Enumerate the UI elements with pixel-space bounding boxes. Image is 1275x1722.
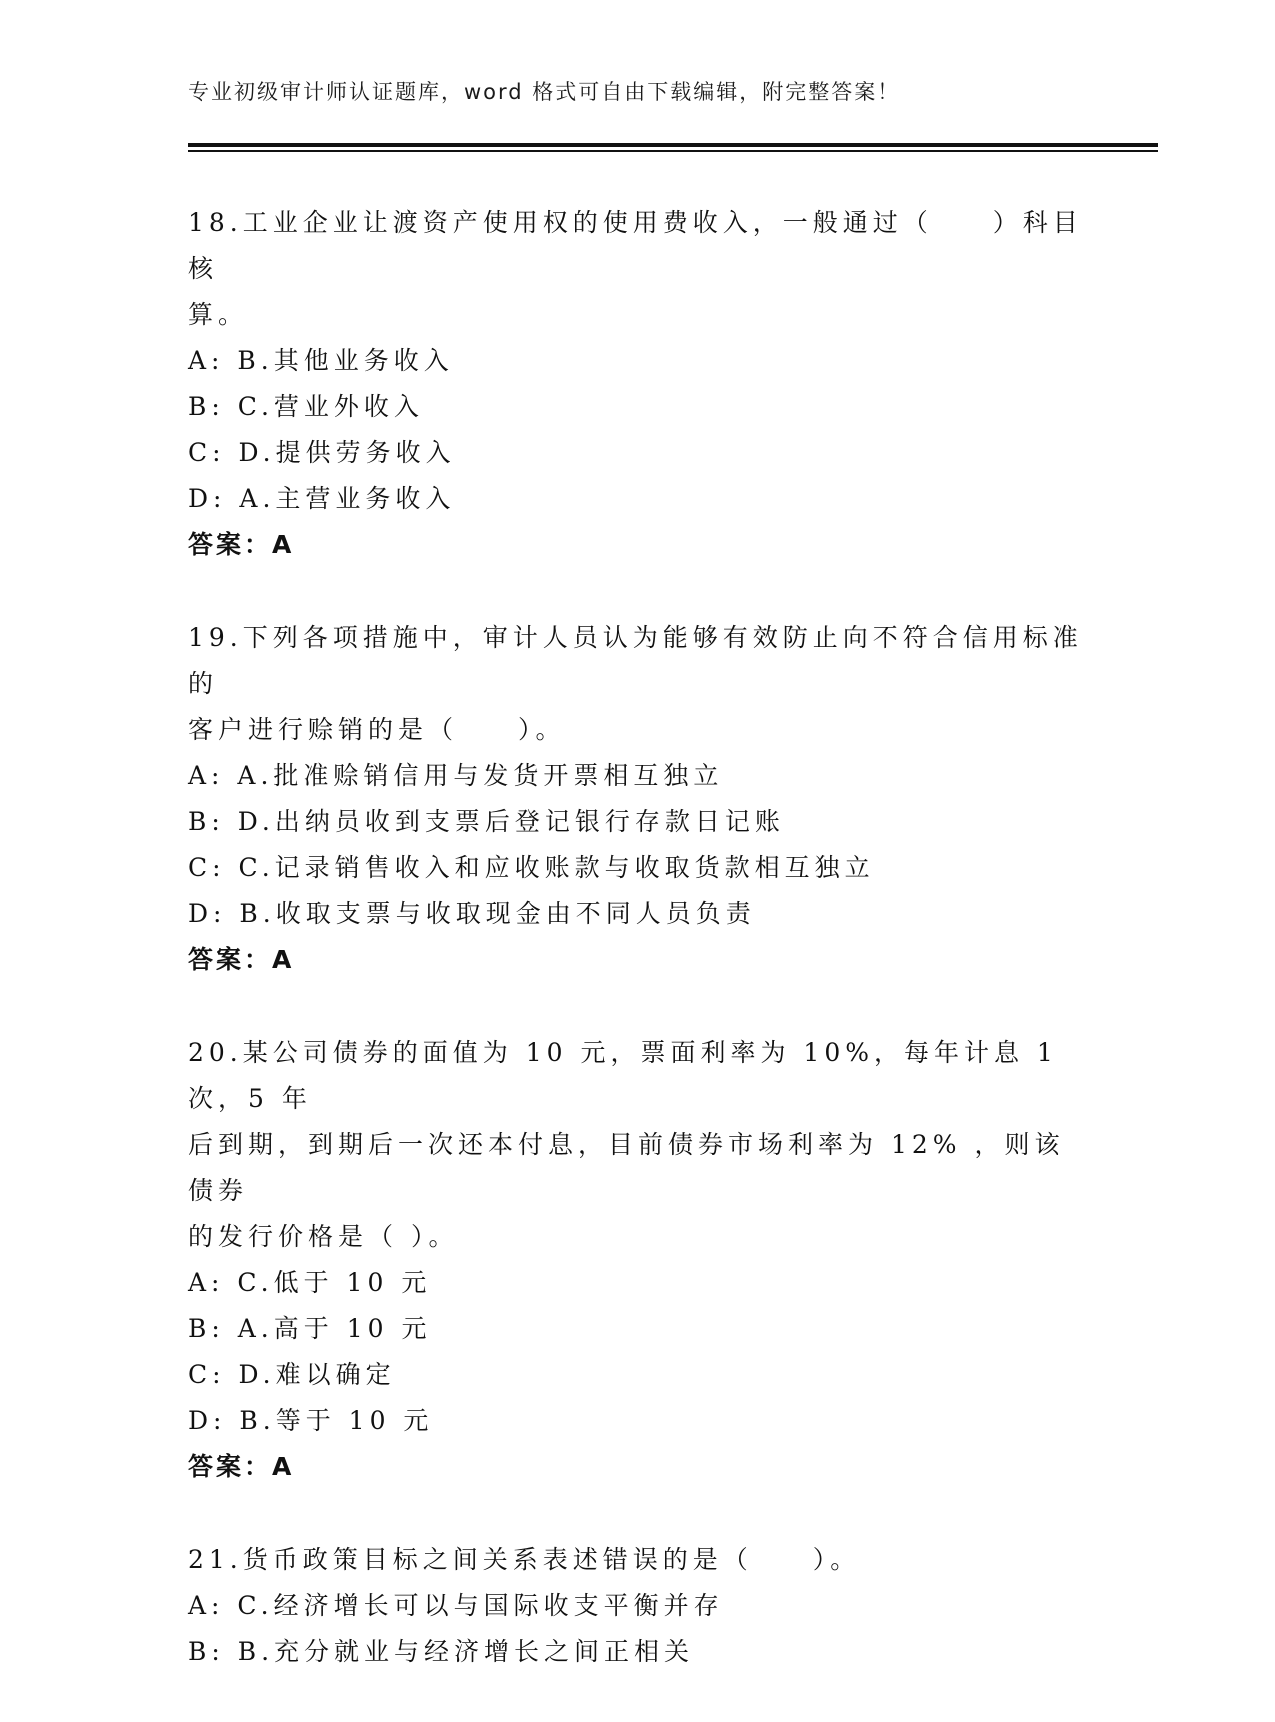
option-c: C: D.提供劳务收入 bbox=[188, 438, 456, 467]
option-a: A: C.经济增长可以与国际收支平衡并存 bbox=[188, 1591, 724, 1620]
header-rule-thin bbox=[188, 150, 1158, 152]
option-a: A: B.其他业务收入 bbox=[188, 346, 454, 375]
option-b: B: D.出纳员收到支票后登记银行存款日记账 bbox=[188, 807, 785, 836]
question-stem-line: 客户进行赊销的是（ ）。 bbox=[188, 715, 566, 744]
question-stem-line: 19.下列各项措施中，审计人员认为能够有效防止向不符合信用标准的 bbox=[188, 623, 1083, 698]
option-a: A: C.低于 10 元 bbox=[188, 1268, 432, 1297]
answer-line: 答案：A bbox=[188, 1452, 295, 1481]
option-a: A: A.批准赊销信用与发货开票相互独立 bbox=[188, 761, 724, 790]
question-stem-line: 后到期，到期后一次还本付息，目前债券市场利率为 12% ，则该债券 bbox=[188, 1130, 1065, 1205]
option-b: B: A.高于 10 元 bbox=[188, 1314, 432, 1343]
question-list bbox=[188, 200, 1088, 1722]
question-stem-line: 算。 bbox=[188, 300, 249, 329]
question-20 bbox=[188, 1030, 1088, 1490]
option-d: D: A.主营业务收入 bbox=[188, 484, 456, 513]
option-b: B: C.营业外收入 bbox=[188, 392, 424, 421]
question-stem-line: 18.工业企业让渡资产使用权的使用费收入，一般通过（ ）科目核 bbox=[188, 208, 1083, 283]
question-stem-line: 20.某公司债券的面值为 10 元，票面利率为 10%，每年计息 1 次，5 年 bbox=[188, 1038, 1058, 1113]
option-b: B: B.充分就业与经济增长之间正相关 bbox=[188, 1637, 695, 1666]
question-18 bbox=[188, 200, 1088, 568]
option-c: C: C.记录销售收入和应收账款与收取货款相互独立 bbox=[188, 853, 875, 882]
answer-line: 答案：A bbox=[188, 530, 295, 559]
question-21 bbox=[188, 1537, 1088, 1675]
header-rule-thick bbox=[188, 143, 1158, 147]
option-d: D: B.收取支票与收取现金由不同人员负责 bbox=[188, 899, 756, 928]
question-19 bbox=[188, 615, 1088, 983]
option-d: D: B.等于 10 元 bbox=[188, 1406, 434, 1435]
page-header: 专业初级审计师认证题库，word 格式可自由下载编辑，附完整答案！ bbox=[188, 80, 901, 104]
question-stem-line: 的发行价格是（ ）。 bbox=[188, 1222, 459, 1251]
answer-line: 答案：A bbox=[188, 945, 295, 974]
option-c: C: D.难以确定 bbox=[188, 1360, 396, 1389]
question-stem-line: 21.货币政策目标之间关系表述错误的是（ ）。 bbox=[188, 1545, 861, 1574]
